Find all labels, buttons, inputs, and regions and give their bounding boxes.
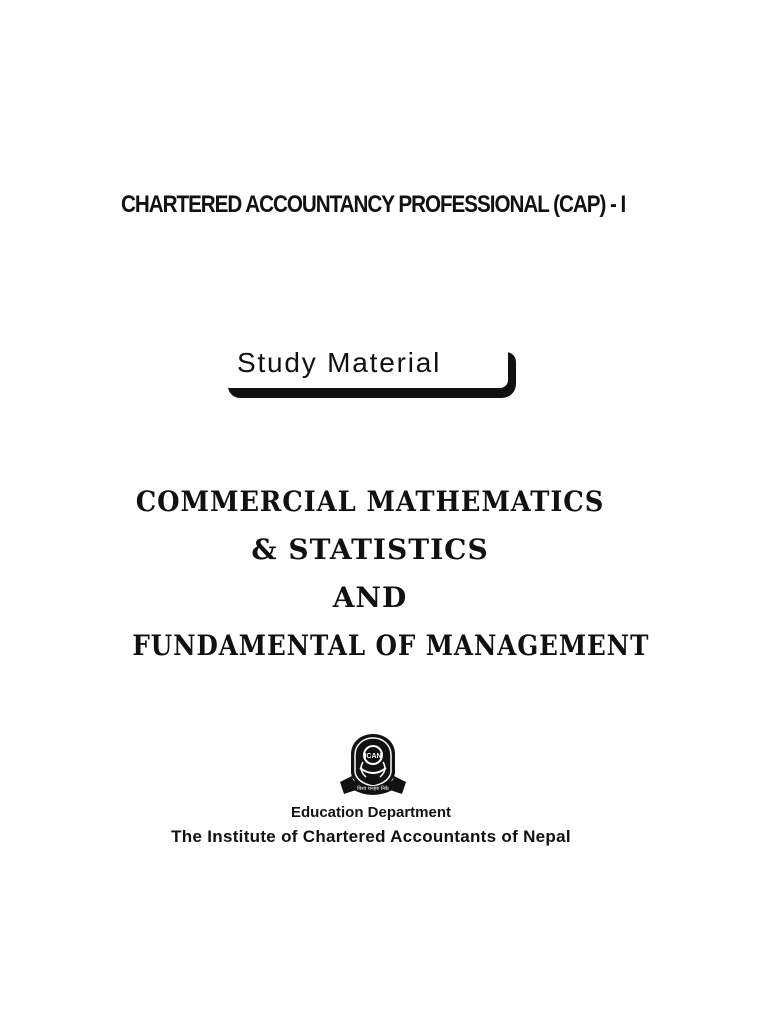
subject-line-1: COMMERCIAL MATHEMATICS [135,485,605,518]
institute-name: The Institute of Chartered Accountants of Nepal [171,827,571,846]
ican-emblem-icon [338,732,408,798]
subject-line-3: AND [332,581,408,614]
subject-line-2: & STATISTICS [251,533,489,566]
emblem-motto: विश्व धनहरु निके [357,786,389,792]
subject-line-4: FUNDAMENTAL OF MANAGEMENT [132,629,650,662]
subject-title [100,478,650,670]
department-name: Education Department [290,804,452,821]
emblem-text: ICAN [364,753,382,760]
study-material-label: Study Material [237,347,442,378]
program-title: CHARTERED ACCOUNTANCY PROFESSIONAL (CAP) - I [121,191,626,218]
